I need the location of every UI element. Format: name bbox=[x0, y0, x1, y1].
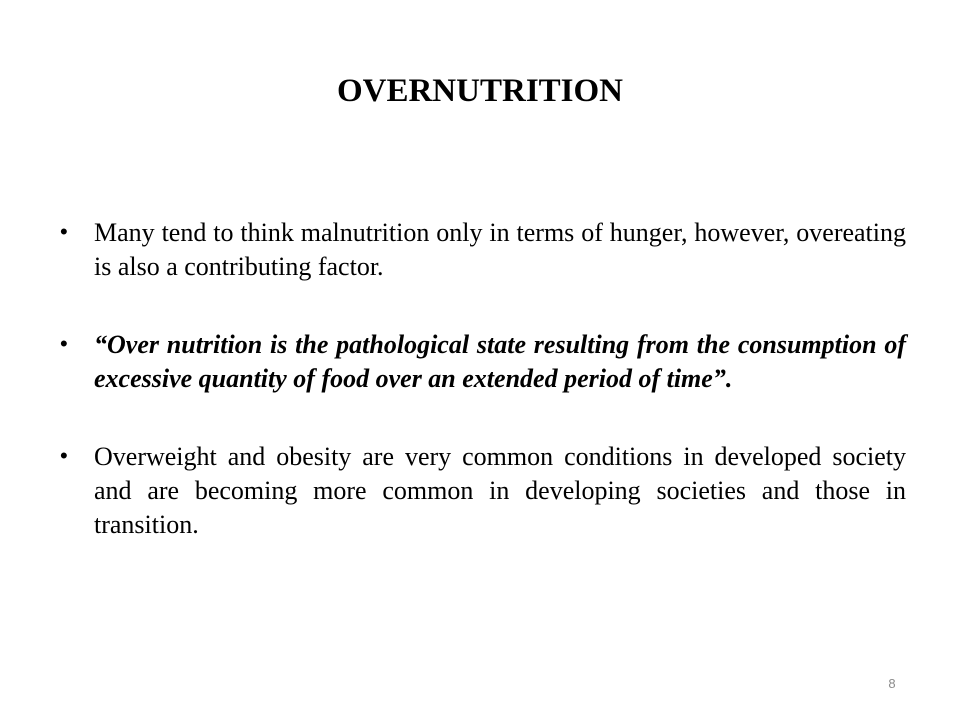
bullet-text: “Over nutrition is the pathological state resulting from the consumption of excessive quantity of food over an extended period of time”. bbox=[94, 330, 906, 393]
page-number: 8 bbox=[888, 676, 896, 691]
bullet-item-hunger bbox=[60, 216, 906, 284]
bullet-text: Many tend to think malnutrition only in terms of hunger, however, overeating is also a contributing factor. bbox=[94, 218, 906, 281]
bullet-icon: • bbox=[60, 331, 68, 356]
bullet-item-obesity bbox=[60, 440, 906, 542]
bullet-text: Overweight and obesity are very common conditions in developed society and are becoming more common in developing societies and those in transition. bbox=[94, 442, 906, 539]
bullet-item-definition bbox=[60, 328, 906, 396]
slide-title: OVERNUTRITION bbox=[336, 73, 624, 109]
bullet-list bbox=[60, 216, 906, 586]
bullet-icon: • bbox=[60, 443, 68, 468]
bullet-icon: • bbox=[60, 219, 68, 244]
